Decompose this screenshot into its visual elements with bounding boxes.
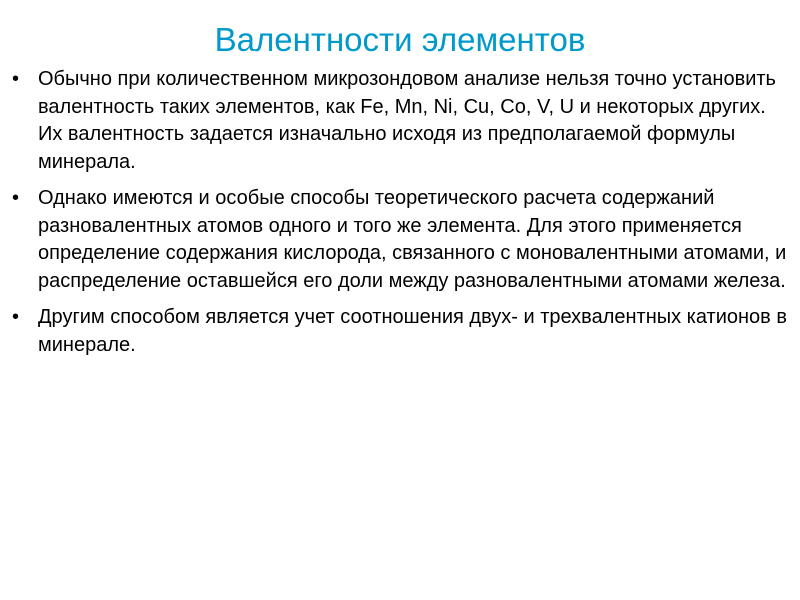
bullet-item bbox=[12, 66, 788, 176]
bullet-item bbox=[12, 304, 788, 359]
bullet-text: Обычно при количественном микрозондовом анализе нельзя точно установить валентность таких элементов, как Fe, Mn, Ni, Cu, Co, V, U и некоторых других. Их валентность задается изначально исходя из предполагаемой формулы минерала. bbox=[38, 68, 776, 173]
slide-title: Валентности элементов bbox=[214, 21, 586, 58]
bullet-text: Другим способом является учет соотношения двух- и трехвалентных катионов в минерале. bbox=[38, 306, 787, 356]
bullet-list bbox=[12, 66, 788, 368]
bullet-item bbox=[12, 185, 788, 295]
bullet-dot-icon: • bbox=[12, 187, 20, 209]
bullet-text: Однако имеются и особые способы теоретического расчета содержаний разновалентных атомов одного и того же элемента. Для этого применяется определение содержания кислорода, связанного с моновалентными атомами, и распределение оставшейся его доли между разновалентными атомами железа. bbox=[38, 187, 787, 292]
bullet-dot-icon: • bbox=[12, 306, 20, 328]
bullet-dot-icon: • bbox=[12, 68, 20, 90]
